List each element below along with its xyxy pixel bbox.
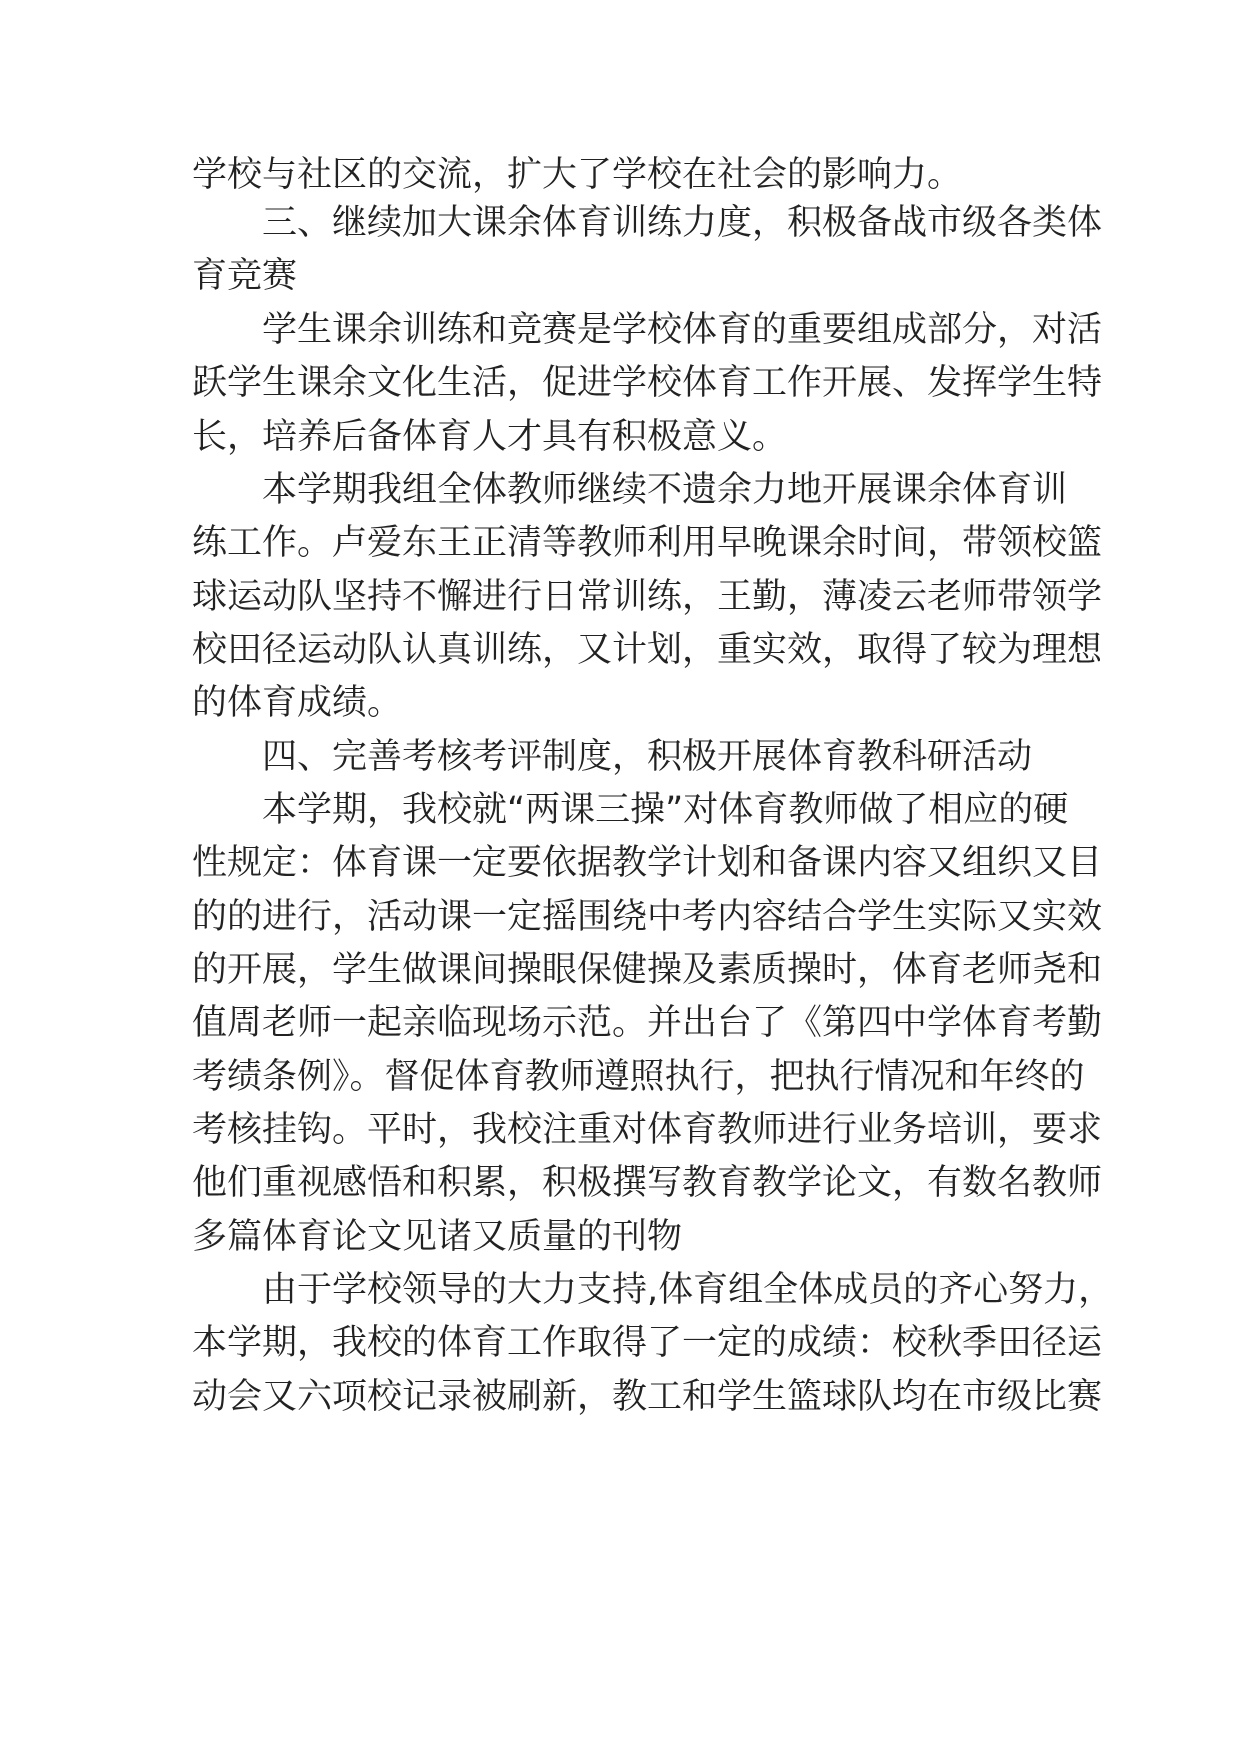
text-line-8: 练工作。卢爱东王正清等教师利用早晚课余时间，带领校篮 — [192, 523, 1103, 563]
text-line-23: 本学期，我校的体育工作取得了一定的成绩：校秋季田径运 — [192, 1323, 1103, 1363]
text-line-11: 的体育成绩。 — [192, 683, 403, 723]
text-line-17: 值周老师一起亲临现场示范。并出台了《第四中学体育考勤 — [192, 1003, 1103, 1043]
section-heading-4: 四、完善考核考评制度，积极开展体育教科研活动 — [262, 737, 1033, 777]
text-line-7: 本学期我组全体教师继续不遗余力地开展课余体育训 — [262, 470, 1068, 510]
text-line-24: 动会又六项校记录被刷新，教工和学生篮球队均在市级比赛 — [192, 1377, 1103, 1417]
text-line-4: 学生课余训练和竞赛是学校体育的重要组成部分，对活 — [262, 310, 1103, 350]
text-line-19: 考核挂钩。平时，我校注重对体育教师进行业务培训，要求 — [192, 1110, 1103, 1150]
text-line-5: 跃学生课余文化生活，促进学校体育工作开展、发挥学生特 — [192, 363, 1103, 403]
text-line-10: 校田径运动队认真训练，又计划，重实效，取得了较为理想 — [192, 630, 1103, 670]
text-line-14: 性规定：体育课一定要依据教学计划和备课内容又组织又目 — [192, 843, 1103, 883]
text-line-15: 的的进行，活动课一定摇围绕中考内容结合学生实际又实效 — [192, 897, 1103, 937]
text-line-18: 考绩条例》。督促体育教师遵照执行，把执行情况和年终的 — [192, 1057, 1085, 1097]
text-line-1: 学校与社区的交流，扩大了学校在社会的影响力。 — [192, 155, 963, 195]
text-line-13: 本学期，我校就“两课三操”对体育教师做了相应的硬 — [262, 790, 1069, 830]
text-line-20: 他们重视感悟和积累，积极撰写教育教学论文，有数名教师 — [192, 1163, 1103, 1203]
section-heading-3-line-2: 育竞赛 — [192, 256, 298, 296]
text-line-22: 由于学校领导的大力支持,体育组全体成员的齐心努力， — [262, 1270, 1114, 1310]
text-line-16: 的开展，学生做课间操眼保健操及素质操时，体育老师尧和 — [192, 950, 1103, 990]
text-line-9: 球运动队坚持不懈进行日常训练，王勤，薄凌云老师带领学 — [192, 577, 1103, 617]
text-line-6: 长，培养后备体育人才具有积极意义。 — [192, 417, 788, 457]
text-line-21: 多篇体育论文见诸又质量的刊物 — [192, 1217, 683, 1257]
section-heading-3-line-1: 三、继续加大课余体育训练力度，积极备战市级各类体 — [262, 203, 1103, 243]
